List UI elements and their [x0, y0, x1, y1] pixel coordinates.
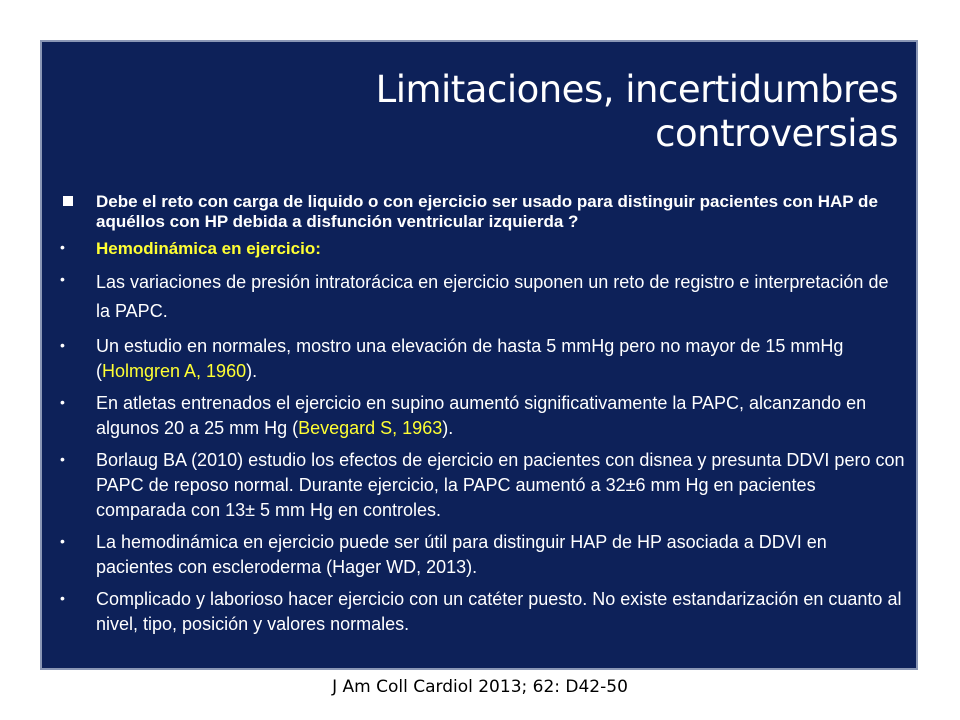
bullet-text: Las variaciones de presión intratorácica en ejercicio suponen un reto de registro e interpretación de la PAPC. — [96, 272, 889, 321]
square-bullet-icon — [63, 196, 73, 206]
bullet-dot-icon: • — [60, 451, 65, 467]
title-line-1: Limitaciones, incertidumbres — [375, 68, 898, 111]
bullet-text-part: En atletas entrenados el ejercicio en supino aumentó significativamente la PAPC, alcanzando en algunos 20 a 25 mm Hg ( — [96, 393, 867, 438]
bullet-dot-icon: • — [60, 337, 65, 353]
bullet-item — [60, 587, 906, 637]
slide-panel — [40, 40, 918, 670]
bullet-text-part: ). — [442, 418, 454, 438]
title-line-2: controversias — [655, 112, 898, 155]
bullet-dot-icon: • — [60, 394, 65, 410]
bullet-item — [60, 268, 906, 326]
bullet-text — [96, 391, 906, 441]
bullet-item — [60, 530, 906, 580]
bullet-text-part: Un estudio en normales, mostro una elevación de hasta 5 mmHg pero no mayor de 15 mmHg ( — [96, 336, 844, 381]
reference-link: Holmgren A, 1960 — [102, 361, 247, 381]
citation: J Am Coll Cardiol 2013; 62: D42-50 — [332, 677, 628, 697]
bullet-item — [60, 334, 906, 384]
bullet-dot-icon: • — [60, 271, 65, 287]
question-text: Debe el reto con carga de liquido o con ejercicio ser usado para distinguir pacientes con HAP de aquéllos con HP debida a disfunción ventricular izquierda ? — [96, 192, 878, 231]
bullet-text-part: ). — [246, 361, 258, 381]
bullet-text: Complicado y laborioso hacer ejercicio con un catéter puesto. No existe estandarización en cuanto al nivel, tipo, posición y valores normales. — [96, 589, 902, 634]
bullet-dot-icon: • — [60, 533, 65, 549]
bullet-heading: Hemodinámica en ejercicio: — [96, 239, 321, 258]
bullet-text — [96, 334, 906, 384]
bullet-dot-icon: • — [60, 590, 65, 606]
bullet-item — [60, 391, 906, 441]
bullet-item — [60, 448, 906, 523]
bullet-list — [60, 192, 906, 637]
bullet-item — [60, 238, 906, 260]
bullet-text: Borlaug BA (2010) estudio los efectos de ejercicio en pacientes con disnea y presunta DDVI pero con PAPC de reposo normal. Durante ejercicio, la PAPC aumentó a 32±6 mm Hg en pacientes comparada con 13± 5 mm Hg en controles. — [96, 450, 905, 520]
question-item — [60, 192, 906, 232]
bullet-dot-icon: • — [60, 239, 65, 255]
slide-title — [376, 68, 898, 156]
reference-link: Bevegard S, 1963 — [298, 418, 443, 438]
bullet-text: La hemodinámica en ejercicio puede ser útil para distinguir HAP de HP asociada a DDVI en pacientes con escleroderma (Hager WD, 2013). — [96, 532, 827, 577]
